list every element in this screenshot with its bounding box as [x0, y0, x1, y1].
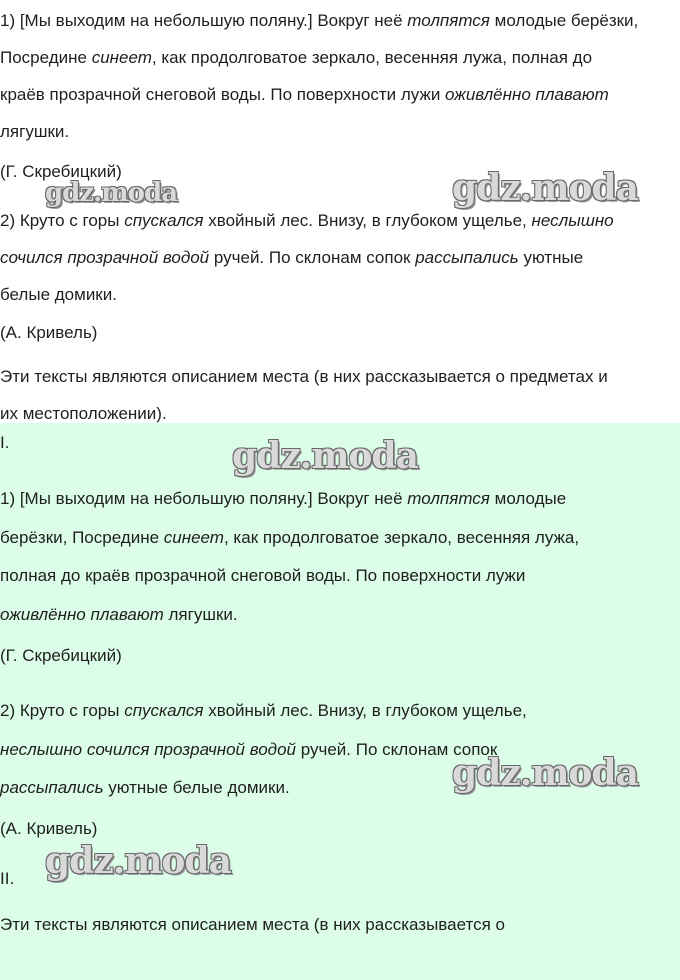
watermark-logo: gdz.moda [45, 840, 231, 882]
text-line [0, 557, 579, 596]
text-line [0, 395, 608, 432]
answer-author-1: (Г. Скребицкий) [0, 646, 122, 665]
text-segment: 2) Круто с горы [0, 211, 125, 230]
emphasized-predicate: толпятся [407, 11, 490, 30]
text-segment: полная до краёв прозрачной снеговой воды. По поверхности лужи [0, 566, 526, 585]
text-segment: берёзки, Посредине [0, 527, 164, 547]
answer-author-2: (А. Кривель) [0, 819, 98, 838]
emphasized-predicate: неслышно сочился прозрачной водой [0, 739, 296, 759]
text-segment: белые домики. [0, 285, 117, 304]
text-segment: Посредине [0, 48, 92, 67]
watermark-logo: gdz.moda [452, 167, 638, 209]
text-segment: молодые берёзки, [489, 11, 639, 30]
text-segment: краёв прозрачной снеговой воды. По поверхности лужи [0, 85, 446, 104]
text-segment: лягушки. [163, 604, 238, 624]
text-segment: 1) [Мы выходим на небольшую поляну.] Вокруг неё [0, 11, 408, 30]
text-line [0, 596, 579, 635]
emphasized-predicate: сочился прозрачной водой [0, 248, 210, 267]
emphasized-predicate: толпятся [407, 489, 490, 508]
text-line [0, 39, 638, 76]
answer-paragraph-2 [0, 692, 527, 808]
task-author-2: (А. Кривель) [0, 323, 98, 342]
emphasized-predicate: оживлённо плавают [445, 85, 609, 104]
task-paragraph-2 [0, 202, 614, 313]
emphasized-predicate: спускался [124, 211, 204, 230]
task-paragraph-1 [0, 2, 638, 150]
emphasized-predicate: синеет [163, 527, 224, 547]
text-segment: , как продолговатое зеркало, весенняя лужа, [223, 527, 580, 547]
text-segment: лягушки. [0, 122, 70, 141]
text-segment: хвойный лес. Внизу, в глубоком ущелье, [203, 701, 527, 720]
roman-numeral-2: II. [0, 869, 15, 888]
text-line [0, 731, 527, 770]
emphasized-predicate: спускался [124, 701, 204, 720]
text-segment: 1) [Мы выходим на небольшую поляну.] Вокруг неё [0, 489, 408, 508]
answer-paragraph-1 [0, 480, 579, 634]
emphasized-predicate: рассыпались [0, 778, 104, 797]
text-line [0, 358, 608, 395]
text-segment: молодые [489, 489, 567, 508]
text-line [0, 239, 614, 276]
watermark-logo: gdz.moda [232, 435, 418, 477]
emphasized-predicate: неслышно [531, 211, 614, 230]
text-segment: ручей. По склонам сопок [296, 739, 498, 759]
emphasized-predicate: синеет [91, 48, 152, 67]
text-line [0, 76, 638, 113]
text-line [0, 692, 527, 731]
roman-numeral-1: I. [0, 433, 10, 452]
text-segment: уютные белые домики. [103, 778, 290, 797]
text-line [0, 2, 638, 39]
text-segment: Эти тексты являются описанием места (в них рассказывается о предметах и [0, 367, 608, 386]
text-segment: 2) Круто с горы [0, 701, 125, 720]
task-author-1: (Г. Скребицкий) [0, 162, 122, 181]
text-segment: , как продолговатое зеркало, весенняя лужа, полная до [151, 48, 593, 67]
answer-conclusion-start: Эти тексты являются описанием места (в них рассказывается о [0, 915, 505, 934]
text-segment: их местоположении). [0, 404, 167, 423]
task-conclusion [0, 358, 608, 432]
watermark-logo: gdz.moda [452, 752, 638, 794]
text-line [0, 276, 614, 313]
text-line [0, 769, 527, 808]
text-line [0, 113, 638, 150]
watermark-logo: gdz.moda [45, 178, 178, 208]
emphasized-predicate: оживлённо плавают [0, 604, 164, 624]
text-segment: ручей. По склонам сопок [209, 248, 416, 267]
text-segment: хвойный лес. Внизу, в глубоком ущелье, [203, 211, 532, 230]
emphasized-predicate: рассыпались [415, 248, 519, 267]
text-line [0, 519, 579, 558]
text-segment: уютные [518, 248, 584, 267]
text-line [0, 480, 579, 519]
